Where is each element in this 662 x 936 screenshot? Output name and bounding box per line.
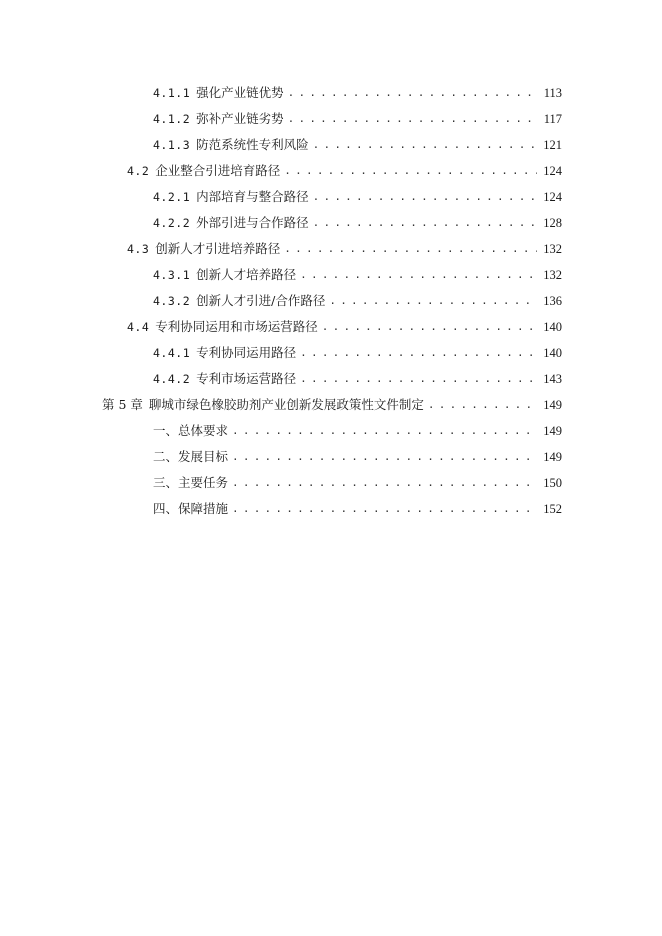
toc-entry-page: 150	[543, 476, 562, 490]
toc-entry-number: 4.4.2	[153, 372, 191, 386]
toc-entry-title: 防范系统性专利风险	[196, 137, 309, 152]
toc-entry-number: 4.4.1	[153, 346, 191, 360]
toc-entry-title: 内部培育与整合路径	[196, 189, 309, 204]
toc-dot-leader	[284, 236, 537, 262]
toc-entry-page: 140	[543, 346, 562, 360]
toc-entry-page: 143	[543, 372, 562, 386]
toc-entry-number: 4.3.1	[153, 268, 191, 282]
toc-dot-leader	[232, 444, 537, 470]
toc-dot-leader	[300, 340, 537, 366]
toc-entry[interactable]	[0, 132, 662, 158]
toc-entry-page: 149	[543, 450, 562, 464]
toc-entry-number: 第 5 章	[102, 397, 143, 412]
toc-entry-title: 二、发展目标	[153, 449, 229, 464]
toc-dot-leader	[288, 80, 538, 106]
toc-entry-page: 128	[543, 216, 562, 230]
toc-entry[interactable]	[0, 444, 662, 470]
toc-entry-page: 149	[543, 424, 562, 438]
toc-dot-leader	[313, 132, 538, 158]
toc-entry-title: 三、主要任务	[153, 475, 229, 490]
toc-dot-leader	[300, 262, 537, 288]
toc-entry-number: 4.2.2	[153, 216, 191, 230]
toc-entry[interactable]	[0, 262, 662, 288]
toc-entry[interactable]	[0, 340, 662, 366]
toc-entry-title: 强化产业链优势	[196, 85, 284, 100]
toc-entry[interactable]	[0, 80, 662, 106]
toc-entry-title: 四、保障措施	[153, 501, 229, 516]
toc-entry-number: 4.1.2	[153, 112, 191, 126]
toc-entry-title: 外部引进与合作路径	[196, 215, 309, 230]
toc-dot-leader	[322, 314, 537, 340]
toc-entry[interactable]	[0, 106, 662, 132]
toc-entry-number: 4.3.2	[153, 294, 191, 308]
toc-entry-page: 149	[543, 398, 562, 412]
toc-entry-number: 4.1.1	[153, 86, 191, 100]
toc-entry-title: 企业整合引进培育路径	[155, 163, 281, 178]
toc-entry-title: 创新人才引进/合作路径	[196, 293, 326, 308]
toc-entry[interactable]	[0, 496, 662, 522]
toc-entry[interactable]	[0, 288, 662, 314]
toc-entry-title: 一、总体要求	[153, 423, 229, 438]
toc-entry[interactable]	[0, 366, 662, 392]
toc-dot-leader	[300, 366, 537, 392]
toc-entry-title: 专利协同运用路径	[196, 345, 297, 360]
toc-entry-title: 创新人才引进培养路径	[155, 241, 281, 256]
toc-entry-title: 专利协同运用和市场运营路径	[155, 319, 318, 334]
toc-entry[interactable]	[0, 236, 662, 262]
toc-entry-chapter[interactable]	[0, 392, 662, 418]
toc-dot-leader	[288, 106, 538, 132]
toc-dot-leader	[284, 158, 537, 184]
toc-entry[interactable]	[0, 470, 662, 496]
toc-entry-title: 弥补产业链劣势	[196, 111, 284, 126]
toc-dot-leader	[428, 392, 537, 418]
toc-entry-page: 124	[543, 190, 562, 204]
toc-dot-leader	[232, 418, 537, 444]
toc-entry-page: 113	[543, 86, 562, 100]
toc-dot-leader	[313, 184, 538, 210]
toc-entry-page: 132	[543, 268, 562, 282]
toc-entry-page: 140	[543, 320, 562, 334]
toc-entry-page: 121	[543, 138, 562, 152]
toc-entry-page: 152	[543, 502, 562, 516]
toc-entry-title: 创新人才培养路径	[196, 267, 297, 282]
toc-entry-page: 117	[543, 112, 562, 126]
toc-entry-number: 4.1.3	[153, 138, 191, 152]
toc-dot-leader	[329, 288, 537, 314]
toc-entry-title: 专利市场运营路径	[196, 371, 297, 386]
toc-entry-number: 4.3	[127, 242, 150, 256]
toc-entry-number: 4.2	[127, 164, 150, 178]
toc-entry-number: 4.4	[127, 320, 150, 334]
toc-entry-page: 124	[543, 164, 562, 178]
toc-dot-leader	[232, 470, 537, 496]
toc-entry-page: 136	[543, 294, 562, 308]
toc-dot-leader	[313, 210, 538, 236]
toc-dot-leader	[232, 496, 537, 522]
toc-entry[interactable]	[0, 210, 662, 236]
toc-entry[interactable]	[0, 314, 662, 340]
toc-entry-title: 聊城市绿色橡胶助剂产业创新发展政策性文件制定	[148, 397, 424, 412]
toc-entry-number: 4.2.1	[153, 190, 191, 204]
toc-entry[interactable]	[0, 184, 662, 210]
toc-entry-page: 132	[543, 242, 562, 256]
table-of-contents	[0, 80, 662, 522]
toc-entry[interactable]	[0, 418, 662, 444]
toc-entry[interactable]	[0, 158, 662, 184]
